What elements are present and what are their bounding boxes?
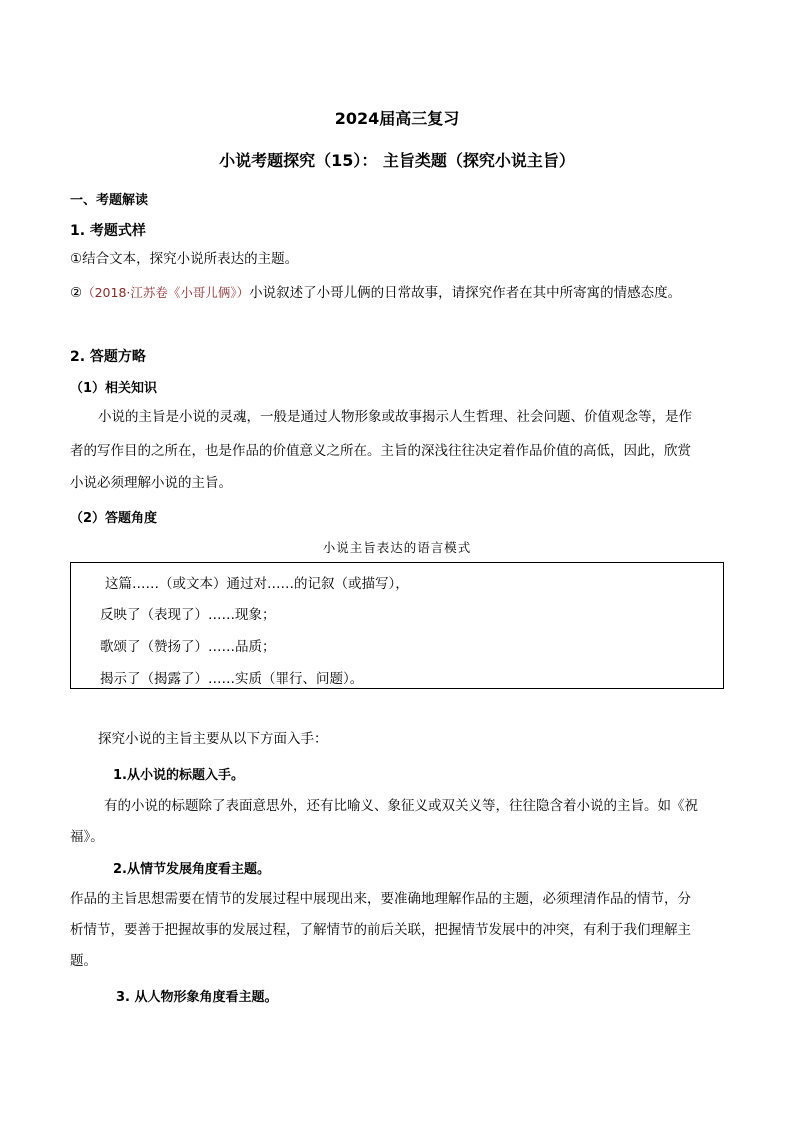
question-item-2-prefix: ②: [70, 285, 83, 301]
knowledge-line-1: 小说的主旨是小说的灵魂，一般是通过人物形象或故事揭示人生哲理、社会问题、价值观念等，是作: [98, 409, 692, 425]
question-item-2-text: 小说叙述了小哥儿俩的日常故事，请探究作者在其中所寄寓的情感态度。: [249, 285, 682, 301]
pattern-line-3: 歌颂了（赞扬了）……品质；: [100, 639, 276, 655]
point1-heading: 1.从小说的标题入手。: [113, 768, 244, 783]
section1-heading: 一、考题解读: [70, 193, 149, 208]
knowledge-line-2: 者的写作目的之所在，也是作品的价值意义之所在。主旨的深浅往往决定着作品价值的高低，因此，欣赏: [70, 443, 691, 459]
question-item-1: ①结合文本，探究小说所表达的主题。: [70, 251, 299, 267]
question-item-2: [70, 278, 681, 308]
point2-line-3: 题。: [70, 953, 97, 969]
angle-heading: （2）答题角度: [70, 511, 158, 526]
document-title: 2024届高三复习: [334, 109, 460, 128]
knowledge-line-3: 小说必须理解小说的主旨。: [70, 475, 232, 491]
point2-heading: 2.从情节发展角度看主题。: [113, 862, 270, 877]
knowledge-heading: （1）相关知识: [70, 381, 158, 396]
pattern-box: [70, 562, 724, 689]
point2-line-1: 作品的主旨思想需要在情节的发展过程中展现出来，要准确地理解作品的主题，必须理清作品的情节，分: [70, 891, 691, 907]
pattern-caption: 小说主旨表达的语言模式: [322, 540, 472, 555]
intro-text: 探究小说的主旨主要从以下方面入手：: [98, 731, 328, 747]
section2-heading: 2. 答题方略: [70, 349, 146, 365]
pattern-line-1: 这篇……（或文本）通过对……的记叙（或描写），: [105, 576, 409, 592]
point1-line-2: 福》。: [70, 829, 104, 845]
point3-heading: 3. 从人物形象角度看主题。: [116, 990, 278, 1005]
question-item-2-source: （2018·江苏卷《小哥儿俩》）: [82, 285, 250, 300]
point2-line-2: 析情节，要善于把握故事的发展过程，了解情节的前后关联，把握情节发展中的冲突，有利于我们理解主: [70, 922, 691, 938]
pattern-line-2: 反映了（表现了）……现象；: [100, 607, 276, 623]
point1-line-1: 有的小说的标题除了表面意思外，还有比喻义、象征义或双关义等，往往隐含着小说的主旨。如《祝: [104, 798, 698, 814]
section1-sub-heading: 1. 考题式样: [70, 223, 146, 239]
pattern-line-4: 揭示了（揭露了）……实质（罪行、问题）。: [100, 671, 364, 687]
document-subtitle: 小说考题探究（15）： 主旨类题（探究小说主旨）: [219, 151, 575, 170]
